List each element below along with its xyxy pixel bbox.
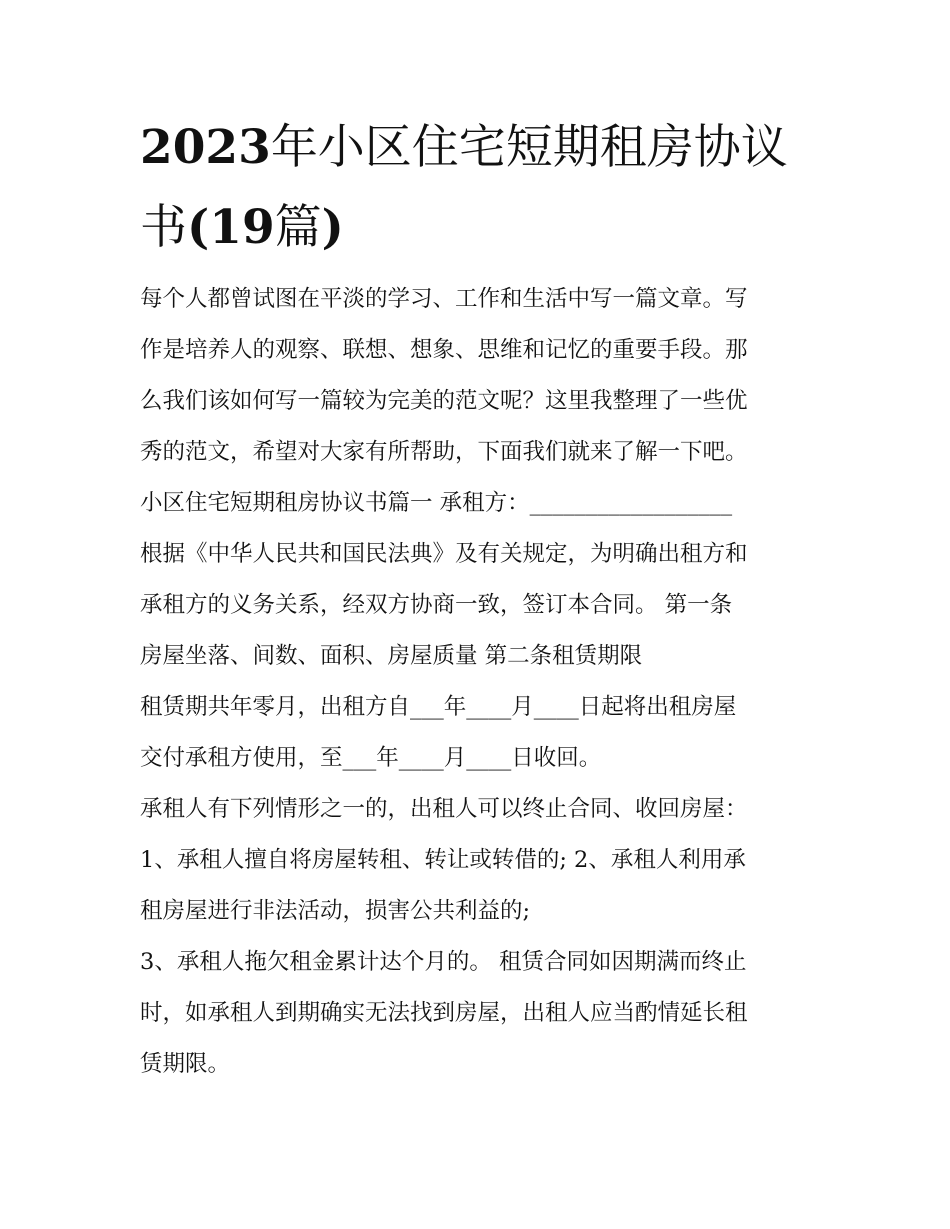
title-line-1 <box>140 108 820 188</box>
title-year: 2023 <box>140 120 271 175</box>
body-line: 每个人都曾试图在平淡的学习、工作和生活中写一篇文章。写 <box>140 286 748 312</box>
body-line: 么我们该如何写一篇较为完美的范文呢？这里我整理了一些优 <box>140 388 748 414</box>
body-line: 房屋坐落、间数、面积、房屋质量 第二条租赁期限 <box>140 643 643 669</box>
body-line: 时，如承租人到期确实无法找到房屋，出租人应当酌情延长租 <box>140 1000 748 1026</box>
body-line: 赁期限。 <box>140 1051 231 1077</box>
title-count-close: ) <box>321 200 344 255</box>
body-line: 承租方的义务关系，经双方协商一致，签订本合同。 第一条 <box>140 592 733 618</box>
body-line: 小区住宅短期租房协议书篇一 承租方：__________________ <box>140 490 733 516</box>
body-line: 承租人有下列情形之一的，出租人可以终止合同、收回房屋： <box>140 796 748 822</box>
document-body <box>140 274 820 1090</box>
body-line: 交付承租方使用，至___年____月____日收回。 <box>140 745 602 771</box>
body-line: 3、承租人拖欠租金累计达个月的。 租赁合同如因期满而终止 <box>140 949 747 975</box>
body-line: 作是培养人的观察、联想、想象、思维和记忆的重要手段。那 <box>140 337 748 363</box>
body-line: 租赁期共年零月，出租方自___年____月____日起将出租房屋 <box>140 694 737 720</box>
body-line: 根据《中华人民共和国民法典》及有关规定，为明确出租方和 <box>140 541 748 567</box>
body-line: 租房屋进行非法活动，损害公共利益的; <box>140 898 531 924</box>
title-line-2 <box>140 188 820 268</box>
document-title <box>140 108 820 268</box>
title-char: 书 <box>140 200 187 255</box>
title-pian: 篇 <box>274 200 322 255</box>
title-text: 年小区住宅短期租房协议 <box>270 120 788 175</box>
body-line: 1、承租人擅自将房屋转租、转让或转借的; 2、承租人利用承 <box>140 847 746 873</box>
body-line: 秀的范文，希望对大家有所帮助，下面我们就来了解一下吧。 <box>140 439 748 465</box>
title-count-open: (19 <box>187 200 275 255</box>
